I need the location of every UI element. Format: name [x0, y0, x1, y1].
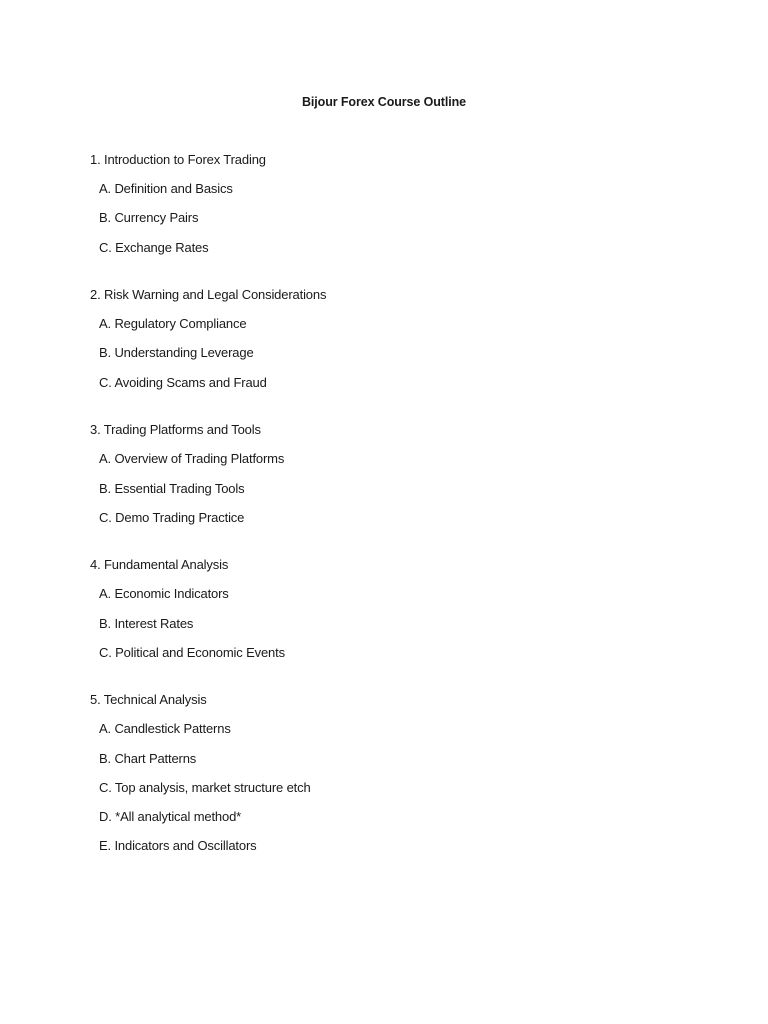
- outline-item: B. Essential Trading Tools: [99, 480, 245, 496]
- outline-item: A. Overview of Trading Platforms: [99, 451, 285, 467]
- outline-item: D. *All analytical method*: [99, 809, 242, 824]
- course-outline: [90, 151, 690, 885]
- outline-section-5: [90, 691, 690, 855]
- outline-item: C. Political and Economic Events: [99, 644, 285, 660]
- outline-item: C. Exchange Rates: [99, 239, 209, 255]
- outline-item: C. Top analysis, market structure etch: [99, 779, 311, 795]
- section-heading: 4. Fundamental Analysis: [90, 557, 229, 573]
- section-heading: 3. Trading Platforms and Tools: [90, 422, 261, 438]
- outline-item: A. Regulatory Compliance: [99, 316, 247, 332]
- outline-item: A. Definition and Basics: [99, 181, 233, 197]
- section-heading: 1. Introduction to Forex Trading: [90, 152, 266, 167]
- outline-section-4: [90, 556, 690, 662]
- outline-section-1: [90, 151, 690, 257]
- outline-item: A. Candlestick Patterns: [99, 721, 231, 737]
- outline-section-3: [90, 421, 690, 527]
- section-heading: 5. Technical Analysis: [90, 692, 207, 708]
- section-heading: 2. Risk Warning and Legal Considerations: [90, 287, 327, 303]
- document-title: Bijour Forex Course Outline: [302, 95, 466, 109]
- outline-section-2: [90, 286, 690, 392]
- outline-item: E. Indicators and Oscillators: [99, 838, 257, 854]
- outline-item: B. Interest Rates: [99, 615, 194, 631]
- outline-item: A. Economic Indicators: [99, 586, 229, 602]
- outline-item: B. Chart Patterns: [99, 750, 197, 766]
- outline-item: C. Demo Trading Practice: [99, 509, 245, 525]
- outline-item: B. Currency Pairs: [99, 210, 199, 226]
- outline-item: C. Avoiding Scams and Fraud: [99, 374, 267, 390]
- outline-item: B. Understanding Leverage: [99, 345, 254, 361]
